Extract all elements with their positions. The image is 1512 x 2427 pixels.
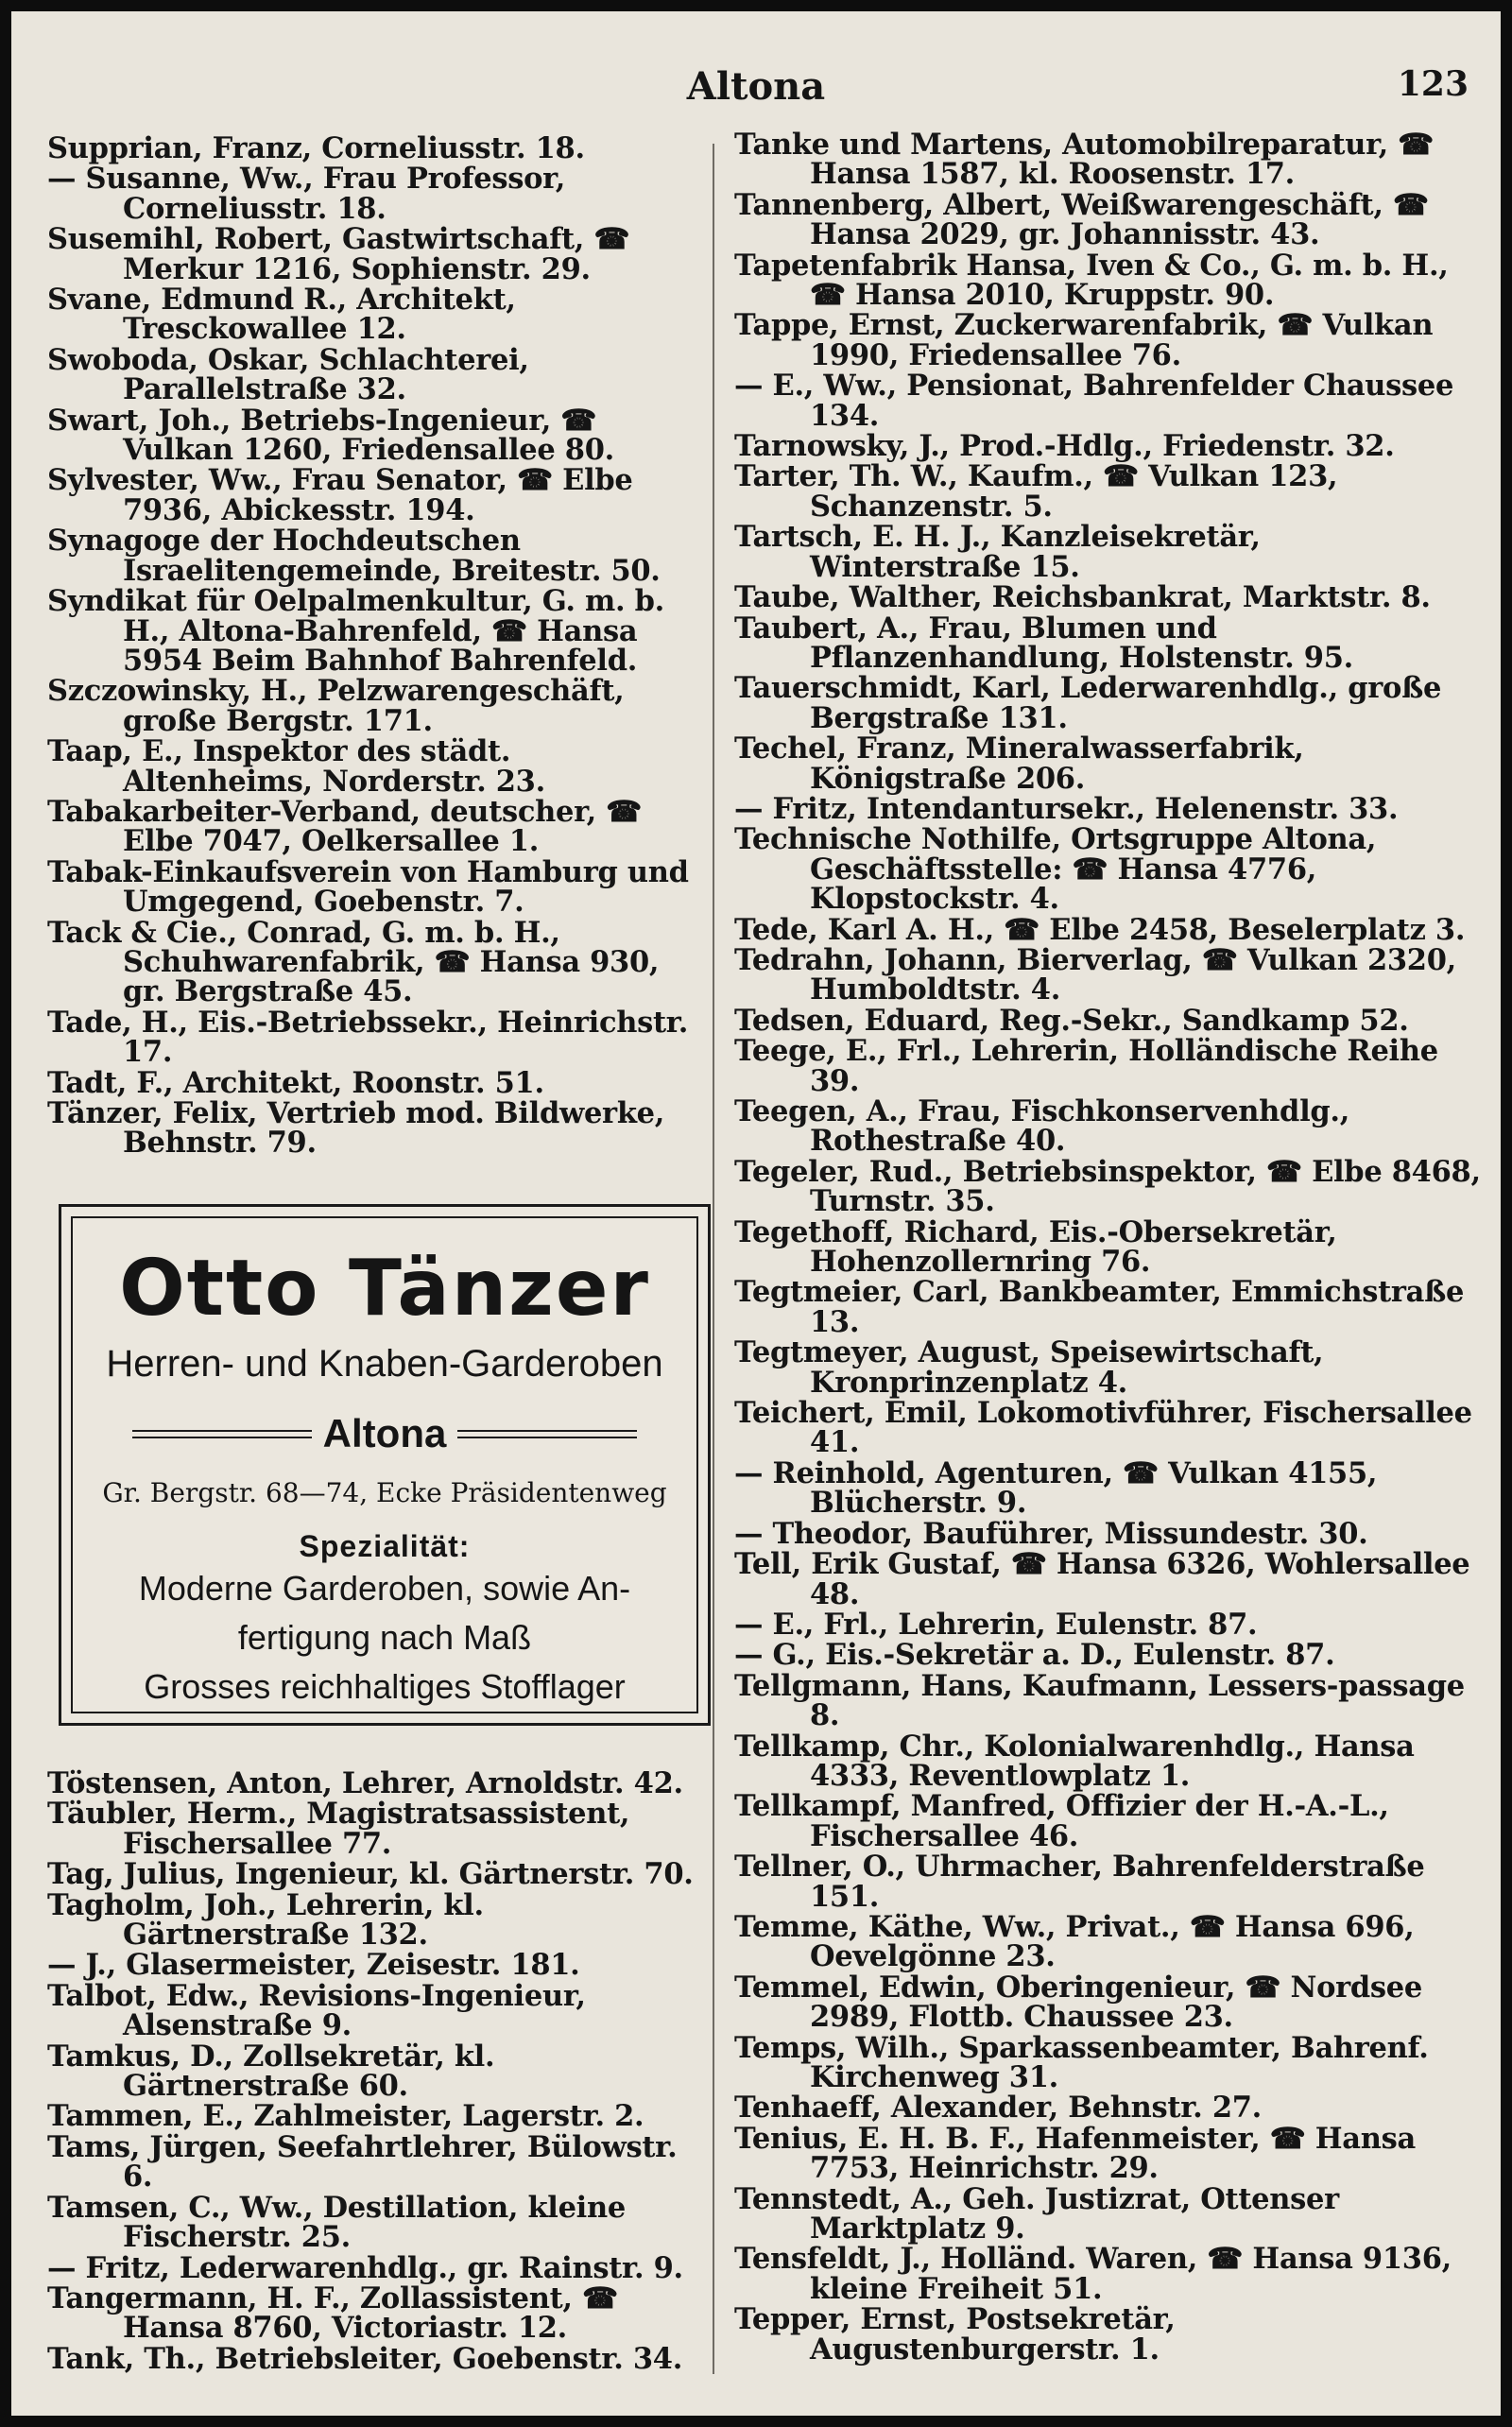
directory-entry: Swart, Joh., Betriebs-Ingenieur, ☎ Vulkan 1260, Friedensallee 80. [47,403,614,468]
ad-company-name: Otto Tänzer [119,1244,650,1334]
directory-entry: Tellgmann, Hans, Kaufmann, Lessers-passage 8. [734,1668,1465,1733]
directory-entry: Taube, Walther, Reichsbankrat, Marktstr. 8. [734,580,1431,615]
running-title: Altona [686,64,826,109]
ad-rule-right [457,1430,637,1438]
directory-entry: Tappe, Ernst, Zuckerwarenfabrik, ☎ Vulkan 1990, Friedensallee 76. [734,308,1434,372]
ad-line: Grosses reichhaltiges Stofflager [144,1667,626,1706]
directory-entry: Tangermann, H. F., Zollassistent, ☎ Hansa 8760, Victoriastr. 12. [47,2281,618,2346]
directory-entry: Tellkampf, Manfred, Offizier der H.-A.-L., Fischersallee 46. [734,1789,1389,1853]
directory-entry: Svane, Edmund R., Architekt, Tresckowallee 12. [47,283,516,347]
directory-entry: Tellkamp, Chr., Kolonialwarenhdlg., Hansa 4333, Reventlowplatz 1. [734,1729,1415,1793]
directory-entry: Taap, E., Inspektor des städt. Altenheims, Norderstr. 23. [47,734,545,799]
directory-entry: — Susanne, Ww., Frau Professor, Corneliusstr. 18. [47,162,566,226]
directory-entry: Temps, Wilh., Sparkassenbeamter, Bahrenf. Kirchenweg 31. [734,2030,1429,2094]
directory-entry: — Reinhold, Agenturen, ☎ Vulkan 4155, Blücherstr. 9. [734,1455,1378,1521]
directory-entry: Tannenberg, Albert, Weißwarengeschäft, ☎ Hansa 2029, gr. Johannisstr. 43. [734,187,1429,252]
directory-entry: Tellner, O., Uhrmacher, Bahrenfelderstraße 151. [734,1850,1425,1914]
page-header [11,59,1501,115]
directory-entry: Tagholm, Joh., Lehrerin, kl. Gärtnerstraße 132. [47,1887,484,1953]
directory-entry: — Theodor, Bauführer, Missundestr. 30. [734,1516,1368,1551]
directory-entry: Tadt, F., Architekt, Roonstr. 51. [47,1065,544,1100]
directory-entry: — J., Glasermeister, Zeisestr. 181. [47,1948,580,1983]
ad-city-row [73,1411,696,1456]
left-lower-column-entries [47,1766,699,2376]
directory-entry: Tedsen, Eduard, Reg.-Sekr., Sandkamp 52. [734,1003,1409,1038]
directory-entry: Tegtmeier, Carl, Bankbeamter, Emmichstraße 13. [734,1275,1465,1339]
directory-entry: Tamsen, C., Ww., Destillation, kleine Fischerstr. 25. [47,2190,626,2255]
directory-entry: Techel, Franz, Mineralwasserfabrik, Königstraße 206. [734,732,1304,796]
directory-entry: Täubler, Herm., Magistratsassistent, Fischersallee 77. [47,1797,630,1861]
directory-entry: Tartsch, E. H. J., Kanzleisekretär, Winterstraße 15. [734,520,1261,584]
directory-entry: Sylvester, Ww., Frau Senator, ☎ Elbe 7936, Abickesstr. 194. [47,463,633,527]
directory-entry: Tade, H., Eis.-Betriebssekr., Heinrichstr. 17. [47,1005,689,1070]
directory-entry: Tenhaeff, Alexander, Behnstr. 27. [734,2091,1262,2126]
left-column-entries [47,131,699,1161]
directory-entry: Swoboda, Oskar, Schlachterei, Parallelstraße 32. [47,342,529,407]
directory-entry: Synagoge der Hochdeutschen Israelitengemeinde, Breitestr. 50. [47,524,661,588]
directory-entry: — E., Frl., Lehrerin, Eulenstr. 87. [734,1607,1258,1642]
directory-entry: Tensfeldt, J., Holländ. Waren, ☎ Hansa 9136, kleine Freiheit 51. [734,2242,1452,2306]
ad-special-heading: Spezialität: [299,1529,471,1563]
directory-entry: Tegethoff, Richard, Eis.-Obersekretär, Hohenzollernring 76. [734,1214,1337,1280]
directory-entry: Talbot, Edw., Revisions-Ingenieur, Alsenstraße 9. [47,1978,586,2043]
directory-entry: Teichert, Emil, Lokomotivführer, Fischersallee 41. [734,1396,1472,1460]
directory-entry: — G., Eis.-Sekretär a. D., Eulenstr. 87. [734,1638,1335,1673]
directory-entry: Tegtmeyer, August, Speisewirtschaft, Kronprinzenplatz 4. [734,1335,1324,1400]
directory-entry: Supprian, Franz, Corneliusstr. 18. [47,131,585,165]
directory-entry: Tag, Julius, Ingenieur, kl. Gärtnerstr. 70. [47,1857,694,1892]
directory-entry: Teege, E., Frl., Lehrerin, Holländische Reihe 39. [734,1034,1438,1098]
directory-entry: — Fritz, Intendantursekr., Helenenstr. 33. [734,791,1399,826]
ad-line: fertigung nach Maß [237,1618,532,1657]
directory-entry: Tegeler, Rud., Betriebsinspektor, ☎ Elbe 8468, Turnstr. 35. [734,1154,1481,1219]
ad-subtitle: Herren- und Knaben-Garderoben [106,1343,663,1385]
advertisement-frame [71,1216,698,1713]
directory-entry: Szczowinsky, H., Pelzwarengeschäft, große Bergstr. 171. [47,674,625,738]
directory-entry: Tepper, Ernst, Postsekretär, Augustenburgerstr. 1. [734,2302,1176,2367]
directory-entry: Tabakarbeiter-Verband, deutscher, ☎ Elbe 7047, Oelkersallee 1. [47,794,642,859]
advertisement [59,1204,711,1726]
directory-entry: Tedrahn, Johann, Bierverlag, ☎ Vulkan 2320, Humboldtstr. 4. [734,942,1456,1007]
ad-address: Gr. Bergstr. 68—74, Ecke Präsidentenweg [102,1477,667,1508]
directory-entry: Tabak-Einkaufsverein von Hamburg und Umgegend, Goebenstr. 7. [47,854,689,920]
ad-city: Altona [322,1411,447,1455]
directory-entry: Tanke und Martens, Automobilreparatur, ☎ Hansa 1587, kl. Roosenstr. 17. [734,128,1434,192]
directory-entry: Tell, Erik Gustaf, ☎ Hansa 6326, Wohlersallee 48. [734,1547,1470,1611]
column-divider [713,144,714,2374]
directory-page [11,11,1501,2416]
directory-entry: Tack & Cie., Conrad, G. m. b. H., Schuhwarenfabrik, ☎ Hansa 930, gr. Bergstraße 45. [47,915,660,1009]
directory-entry: Temmel, Edwin, Oberingenieur, ☎ Nordsee 2989, Flottb. Chaussee 23. [734,1970,1422,2035]
page-number: 123 [1397,64,1469,104]
directory-entry: Taubert, A., Frau, Blumen und Pflanzenhandlung, Holstenstr. 95. [734,611,1353,675]
directory-entry: Tenius, E. H. B. F., Hafenmeister, ☎ Hansa 7753, Heinrichstr. 29. [734,2121,1416,2186]
directory-entry: Susemihl, Robert, Gastwirtschaft, ☎ Merkur 1216, Sophienstr. 29. [47,222,630,286]
directory-entry: Tammen, E., Zahlmeister, Lagerstr. 2. [47,2099,644,2134]
right-column-entries [734,130,1481,2366]
ad-line: Moderne Garderoben, sowie An- [138,1569,631,1608]
directory-entry: Tarnowsky, J., Prod.-Hdlg., Friedenstr. 32. [734,429,1395,464]
ad-rule-left [132,1430,312,1438]
directory-entry: — Fritz, Lederwarenhdlg., gr. Rainstr. 9. [47,2250,683,2285]
directory-entry: Tamkus, D., Zollsekretär, kl. Gärtnerstraße 60. [47,2039,495,2104]
directory-entry: Tams, Jürgen, Seefahrtlehrer, Bülowstr. 6. [47,2129,678,2195]
directory-entry: Tauerschmidt, Karl, Lederwarenhdlg., große Bergstraße 131. [734,671,1442,735]
directory-entry: Töstensen, Anton, Lehrer, Arnoldstr. 42. [47,1766,683,1800]
directory-entry: Tede, Karl A. H., ☎ Elbe 2458, Beselerplatz 3. [734,912,1466,947]
directory-entry: Tänzer, Felix, Vertrieb mod. Bildwerke, Behnstr. 79. [47,1096,665,1161]
directory-entry: — E., Ww., Pensionat, Bahrenfelder Chaussee 134. [734,369,1454,433]
directory-entry: Temme, Käthe, Ww., Privat., ☎ Hansa 696, Oevelgönne 23. [734,1909,1415,1974]
directory-entry: Syndikat für Oelpalmenkultur, G. m. b. H., Altona-Bahrenfeld, ☎ Hansa 5954 Beim Bahnhof Bahrenfeld. [47,584,665,678]
directory-entry: Teegen, A., Frau, Fischkonservenhdlg., Rothestraße 40. [734,1094,1350,1159]
directory-entry: Tarter, Th. W., Kaufm., ☎ Vulkan 123, Schanzenstr. 5. [734,459,1338,524]
directory-entry: Technische Nothilfe, Ortsgruppe Altona, Geschäftsstelle: ☎ Hansa 4776, Klopstockstr. 4. [734,822,1377,917]
directory-entry: Tank, Th., Betriebsleiter, Goebenstr. 34. [47,2341,683,2376]
directory-entry: Tennstedt, A., Geh. Justizrat, Ottenser Marktplatz 9. [734,2181,1339,2246]
directory-entry: Tapetenfabrik Hansa, Iven & Co., G. m. b. H., ☎ Hansa 2010, Kruppstr. 90. [734,248,1449,313]
